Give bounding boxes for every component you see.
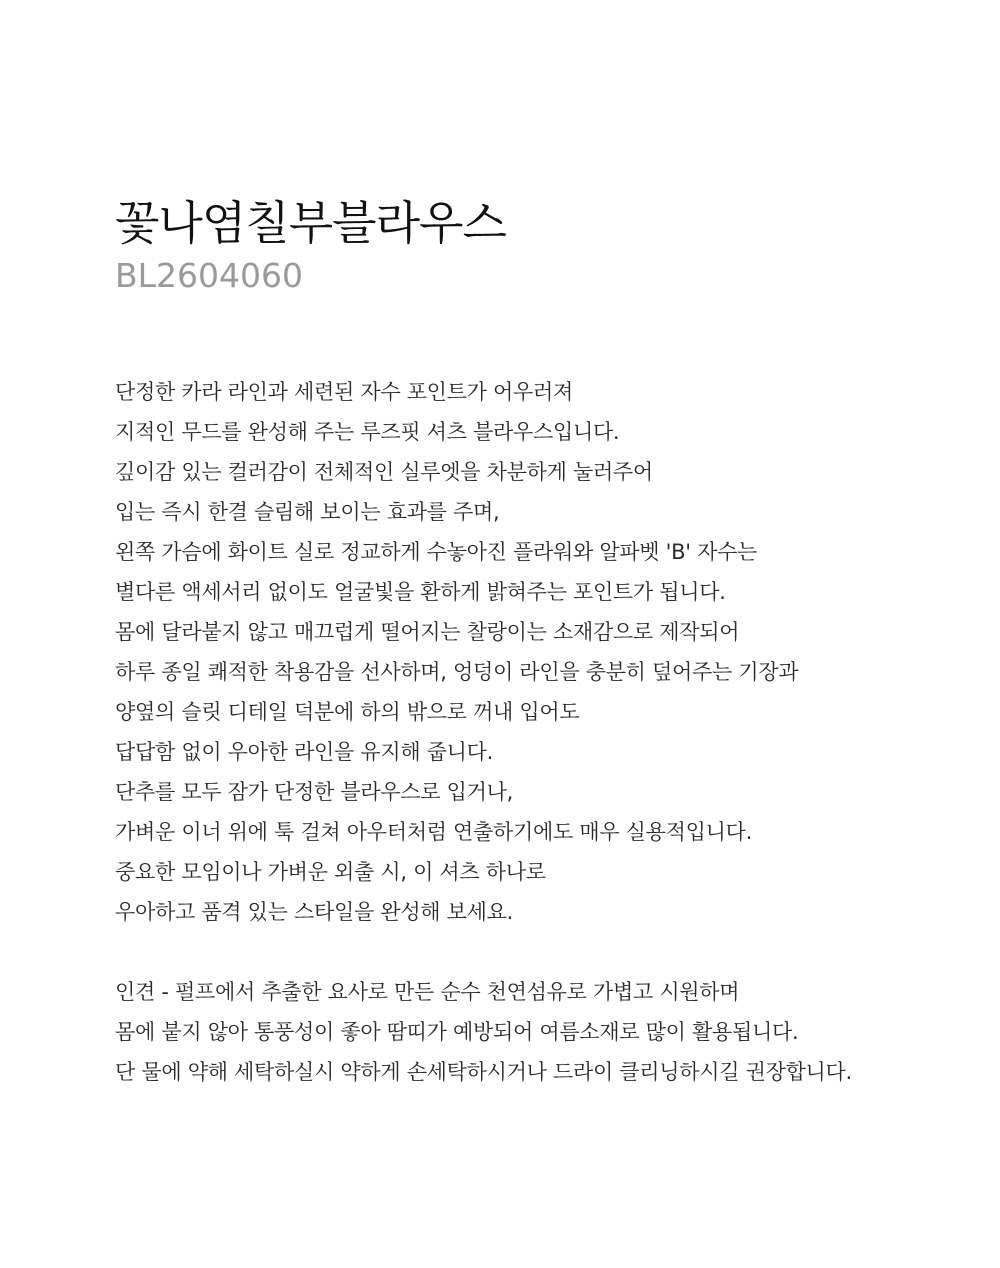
description-line: 왼쪽 가슴에 화이트 실로 정교하게 수놓아진 플라워와 알파벳 'B' 자수는 xyxy=(115,540,758,564)
material-line: 단 물에 약해 세탁하실시 약하게 손세탁하시거나 드라이 클리닝하시길 권장합니다. xyxy=(115,1060,852,1084)
product-description xyxy=(115,372,985,932)
description-line: 단정한 카라 라인과 세련된 자수 포인트가 어우러져 xyxy=(115,380,573,404)
description-line: 답답함 없이 우아한 라인을 유지해 줍니다. xyxy=(115,740,494,764)
description-line: 입는 즉시 한결 슬림해 보이는 효과를 주며, xyxy=(115,500,500,524)
product-title: 꽃나염칠부블라우스 xyxy=(115,196,506,250)
material-line: 인견 - 펄프에서 추출한 요사로 만든 순수 천연섬유로 가볍고 시원하며 xyxy=(115,980,740,1004)
material-info xyxy=(115,972,985,1092)
description-line: 중요한 모임이나 가벼운 외출 시, 이 셔츠 하나로 xyxy=(115,860,546,884)
description-line: 몸에 달라붙지 않고 매끄럽게 떨어지는 찰랑이는 소재감으로 제작되어 xyxy=(115,620,740,644)
description-line: 깊이감 있는 컬러감이 전체적인 실루엣을 차분하게 눌러주어 xyxy=(115,460,653,484)
description-line: 별다른 액세서리 없이도 얼굴빛을 환하게 밝혀주는 포인트가 됩니다. xyxy=(115,580,726,604)
description-line: 가벼운 이너 위에 툭 걸쳐 아우터처럼 연출하기에도 매우 실용적입니다. xyxy=(115,820,752,844)
description-line: 우아하고 품격 있는 스타일을 완성해 보세요. xyxy=(115,900,513,924)
product-header xyxy=(115,192,506,298)
product-code: BL2604060 xyxy=(115,256,303,295)
material-line: 몸에 붙지 않아 통풍성이 좋아 땀띠가 예방되어 여름소재로 많이 활용됩니다. xyxy=(115,1020,799,1044)
description-line: 하루 종일 쾌적한 착용감을 선사하며, 엉덩이 라인을 충분히 덮어주는 기장과 xyxy=(115,660,799,684)
description-line: 양옆의 슬릿 디테일 덕분에 하의 밖으로 꺼내 입어도 xyxy=(115,700,580,724)
description-line: 지적인 무드를 완성해 주는 루즈핏 셔츠 블라우스입니다. xyxy=(115,420,620,444)
description-line: 단추를 모두 잠가 단정한 블라우스로 입거나, xyxy=(115,780,513,804)
